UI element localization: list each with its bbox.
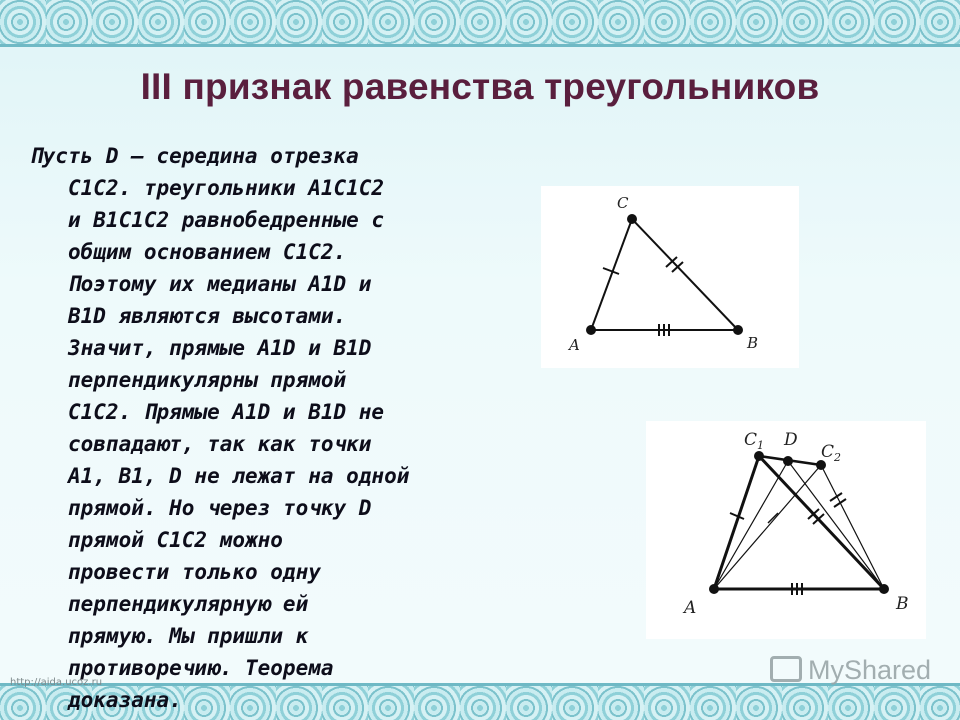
- text-line: перпендикулярны прямой: [68, 368, 347, 392]
- side-cb: [632, 219, 738, 330]
- text-line: Поэтому их медианы A1D и: [68, 272, 372, 296]
- point-d: [783, 456, 793, 466]
- source-url: http://aida.ucoz.ru: [10, 677, 103, 688]
- text-line: С1С2. Прямые A1D и B1D не: [68, 400, 385, 424]
- label-a: A: [684, 598, 697, 618]
- point-a: [586, 325, 596, 335]
- point-c: [627, 214, 637, 224]
- text-line: Пусть D – середина отрезка: [30, 144, 359, 168]
- label-c2: C: [821, 442, 835, 462]
- point-c1: [754, 451, 764, 461]
- text-line: совпадают, так как точки: [68, 432, 372, 456]
- text-line: A1, B1, D не лежат на одной: [68, 464, 410, 488]
- triangles-c1-c2-figure: [646, 421, 926, 639]
- side-ac: [591, 219, 632, 330]
- text-line: прямой С1С2 можно: [68, 528, 283, 552]
- top-ornament-border: [0, 0, 960, 44]
- text-line: прямой. Но через точку D: [68, 496, 372, 520]
- label-b: B: [747, 334, 759, 352]
- label-c: C: [617, 194, 629, 212]
- slide-title: III признак равенства треугольников: [140, 66, 820, 107]
- label-c1-subscript: 1: [757, 439, 764, 452]
- top-border-line: [0, 44, 960, 47]
- label-a: A: [569, 336, 580, 354]
- triangle-abc-figure: [541, 186, 799, 368]
- label-c2-subscript: 2: [834, 451, 841, 464]
- text-line: С1С2. треугольники А1С1С2: [68, 176, 385, 200]
- myshared-watermark: [770, 655, 931, 686]
- point-b: [879, 584, 889, 594]
- text-line: общим основанием С1С2.: [68, 240, 347, 264]
- text-line: и В1С1С2 равнобедренные с: [68, 208, 385, 232]
- text-line: противоречию. Теорема: [68, 656, 334, 680]
- text-line: перпендикулярную ей: [68, 592, 309, 616]
- text-line: доказана.: [68, 688, 182, 712]
- label-d: D: [784, 430, 798, 450]
- watermark-text: MyShared: [808, 655, 932, 685]
- label-c1: C: [744, 430, 758, 450]
- point-a: [709, 584, 719, 594]
- text-line: провести только одну: [68, 560, 321, 584]
- proof-text: [30, 140, 500, 716]
- text-line: Значит, прямые A1D и B1D: [68, 336, 372, 360]
- text-line: прямую. Мы пришли к: [68, 624, 309, 648]
- point-b: [733, 325, 743, 335]
- text-line: B1D являются высотами.: [68, 304, 347, 328]
- label-b: B: [896, 594, 909, 614]
- projector-icon: [770, 656, 802, 682]
